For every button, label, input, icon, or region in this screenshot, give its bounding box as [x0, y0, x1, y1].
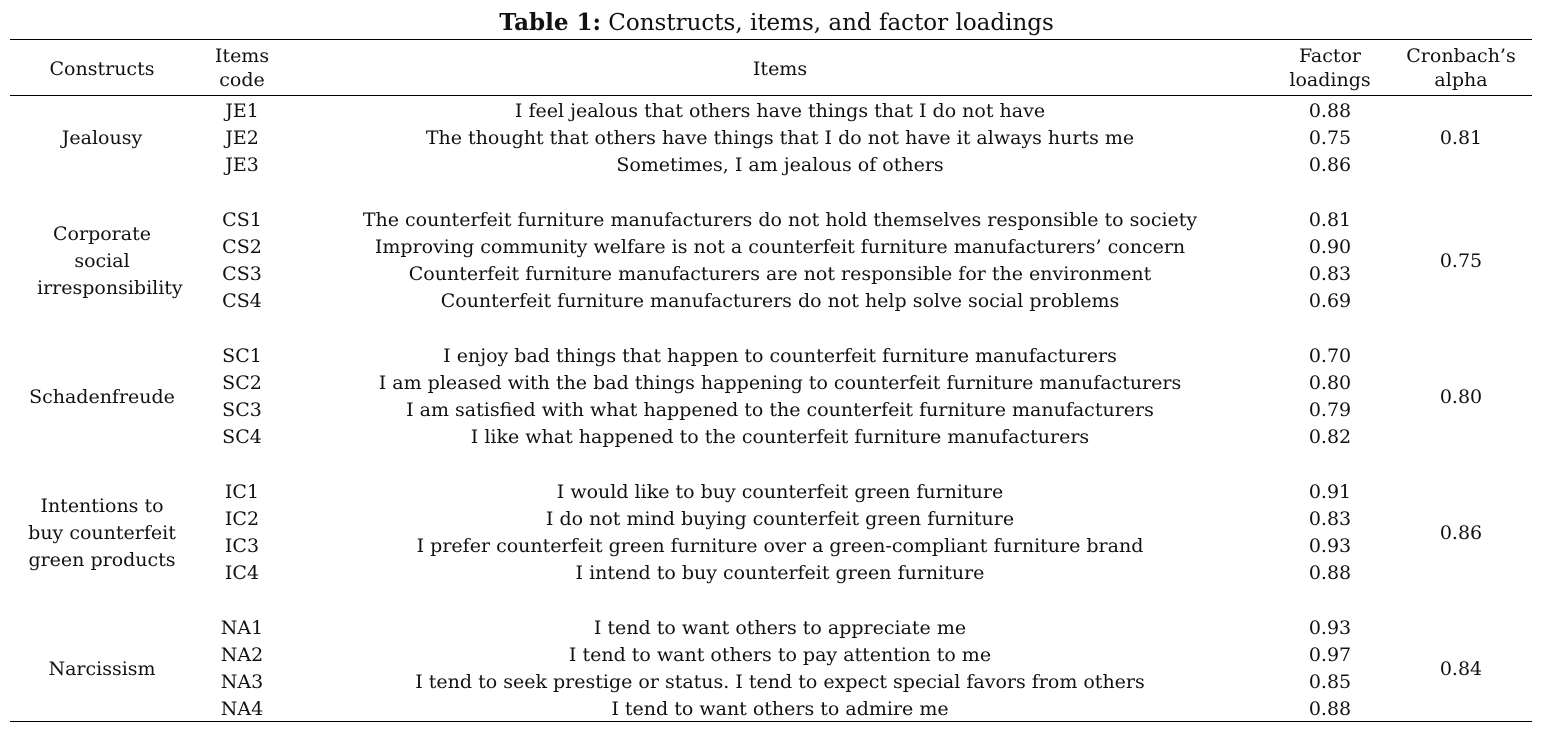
construct-label: Jealousy [61, 127, 143, 150]
table-caption [0, 8, 1553, 38]
item-code: SC1 [222, 344, 262, 367]
item-text: I tend to seek prestige or status. I tend to expect special favors from others [415, 671, 1145, 694]
item-text: I tend to want others to pay attention to me [568, 644, 992, 666]
factor-loading: 0.93 [1308, 616, 1352, 639]
item-text: The counterfeit furniture manufacturers do not hold themselves responsible to society [362, 208, 1198, 231]
item-text: I enjoy bad things that happen to counterfeit furniture manufacturers [443, 344, 1117, 367]
construct-label: Narcissism [48, 657, 156, 680]
item-text: I prefer counterfeit green furniture over a green-compliant furniture brand [416, 535, 1144, 558]
table-caption-text: Constructs, items, and factor loadings [600, 10, 1054, 36]
item-text: I would like to buy counterfeit green furniture [556, 480, 1004, 503]
item-text: Sometimes, I am jealous of others [616, 154, 944, 177]
factor-loading: 0.83 [1308, 508, 1352, 530]
item-text: I am satisfied with what happened to the counterfeit furniture manufacturers [406, 399, 1154, 422]
factor-loading: 0.75 [1308, 127, 1352, 150]
item-text: I tend to want others to admire me [611, 698, 949, 721]
header-items-code: Items code [214, 45, 270, 91]
item-code: NA1 [220, 616, 264, 639]
construct-label: Intentions to buy counterfeit green products [28, 494, 176, 571]
item-text: I do not mind buying counterfeit green furniture [545, 508, 1015, 530]
factor-loading: 0.88 [1308, 562, 1352, 585]
factor-loading: 0.88 [1308, 100, 1352, 122]
table-caption-label: Table 1: [499, 9, 601, 36]
item-text: The thought that others have things that I do not have it always hurts me [425, 127, 1135, 150]
top-rule [10, 39, 1532, 40]
item-text: I intend to buy counterfeit green furniture [575, 562, 985, 585]
factor-loading: 0.81 [1308, 208, 1352, 231]
factor-loading: 0.80 [1308, 372, 1352, 394]
item-code: JE2 [225, 127, 259, 150]
header-cronbach-alpha: Cronbach’s alpha [1406, 45, 1516, 91]
factor-loading: 0.79 [1308, 399, 1352, 422]
item-code: IC1 [224, 480, 260, 503]
item-code: IC4 [224, 562, 260, 585]
factor-loading: 0.90 [1308, 236, 1352, 258]
factor-loading: 0.83 [1308, 263, 1352, 286]
construct-label: Schadenfreude [29, 385, 175, 408]
header-constructs: Constructs [49, 58, 155, 80]
header-rule [10, 95, 1532, 96]
factor-loading: 0.86 [1308, 154, 1352, 177]
item-code: CS3 [222, 263, 262, 286]
cronbach-alpha: 0.84 [1439, 657, 1483, 680]
item-code: IC3 [224, 535, 260, 558]
factor-loading: 0.97 [1308, 644, 1352, 666]
factor-loading: 0.93 [1308, 535, 1352, 558]
item-code: SC2 [222, 372, 262, 394]
factor-loading: 0.91 [1308, 480, 1352, 503]
factor-loading: 0.88 [1308, 698, 1352, 721]
header-items: Items [752, 58, 808, 80]
item-text: Counterfeit furniture manufacturers do not help solve social problems [440, 290, 1120, 313]
item-text: Counterfeit furniture manufacturers are not responsible for the environment [408, 263, 1152, 286]
factor-loading: 0.85 [1308, 671, 1352, 694]
header-factor-loadings: Factor loadings [1289, 45, 1371, 91]
bottom-rule [10, 721, 1532, 722]
item-code: SC4 [222, 426, 262, 449]
item-code: CS4 [222, 290, 262, 313]
item-text: I tend to want others to appreciate me [593, 616, 967, 639]
item-code: CS1 [222, 208, 262, 231]
item-text: Improving community welfare is not a counterfeit furniture manufacturers’ concern [374, 236, 1186, 258]
item-text: I am pleased with the bad things happening to counterfeit furniture manufacturers [378, 372, 1182, 394]
item-code: NA3 [220, 671, 264, 694]
cronbach-alpha: 0.80 [1439, 385, 1483, 408]
item-code: SC3 [222, 399, 262, 422]
factor-loading: 0.69 [1308, 290, 1352, 313]
item-code: NA2 [220, 644, 264, 666]
item-code: JE3 [225, 154, 259, 177]
item-code: IC2 [224, 508, 260, 530]
factor-loading: 0.70 [1308, 344, 1352, 367]
cronbach-alpha: 0.86 [1439, 521, 1483, 544]
construct-label: Corporate social irresponsibility [37, 222, 183, 299]
item-code: JE1 [225, 100, 259, 122]
item-text: I like what happened to the counterfeit furniture manufacturers [470, 426, 1090, 449]
item-code: CS2 [222, 236, 262, 258]
cronbach-alpha: 0.81 [1439, 127, 1483, 150]
item-code: NA4 [220, 698, 264, 721]
cronbach-alpha: 0.75 [1439, 249, 1483, 272]
item-text: I feel jealous that others have things that I do not have [514, 100, 1046, 122]
factor-loading: 0.82 [1308, 426, 1352, 449]
